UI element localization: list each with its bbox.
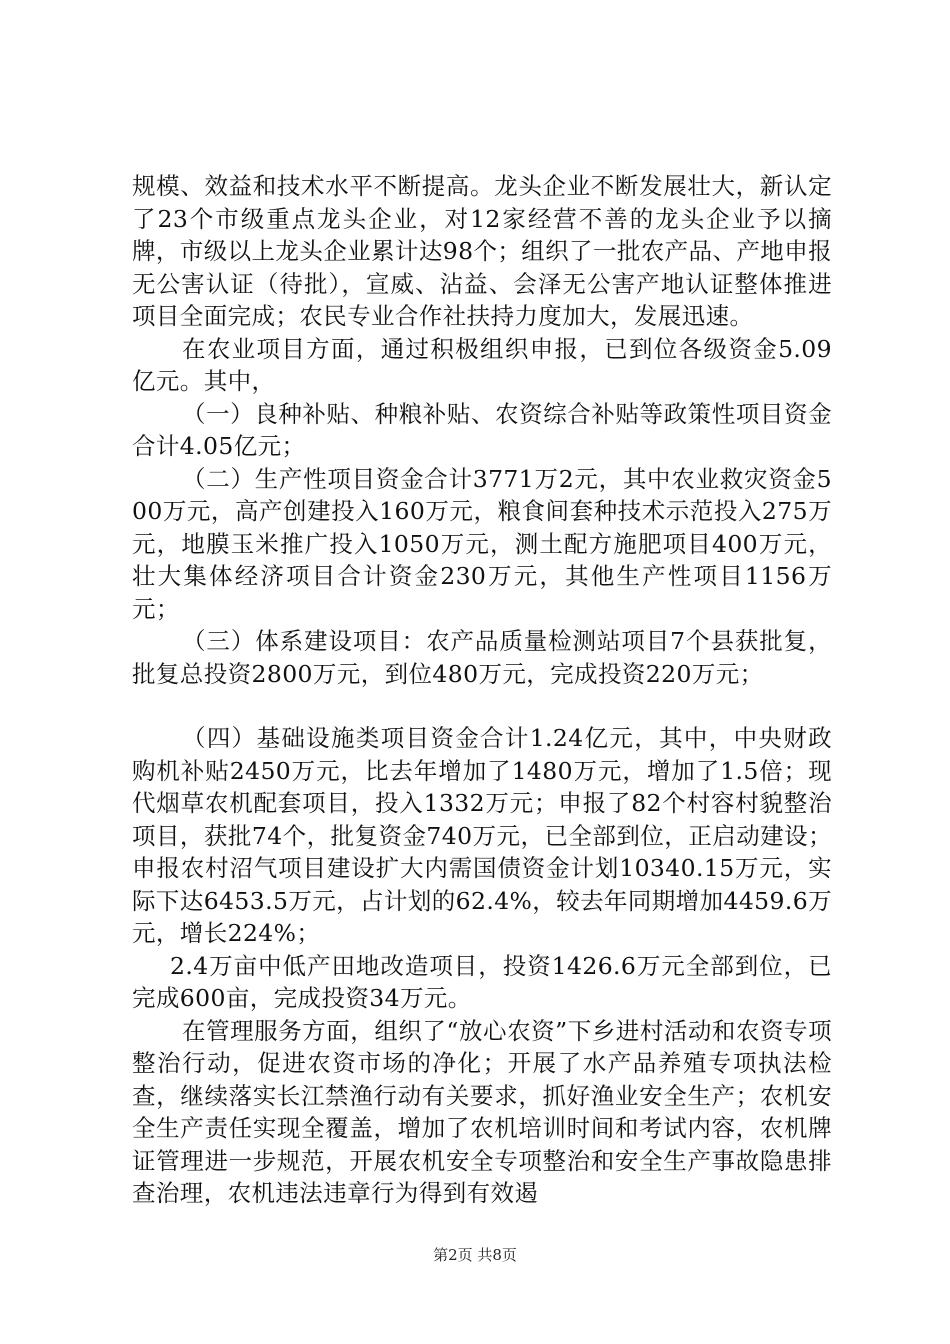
paragraph-item-3: （三）体系建设项目：农产品质量检测站项目7个县获批复，批复总投资2800万元，到位480万元，完成投资220万元； xyxy=(132,627,832,688)
paragraph-agri-projects: 在农业项目方面，通过积极组织申报，已到位各级资金5.09亿元。其中， xyxy=(132,334,832,395)
paragraph-item-1: （一）良种补贴、种粮补贴、农资综合补贴等政策性项目资金合计4.05亿元； xyxy=(132,399,832,460)
paragraph-continuation: 规模、效益和技术水平不断提高。龙头企业不断发展壮大，新认定了23个市级重点龙头企业，对12家经营不善的龙头企业予以摘牌，市级以上龙头企业累计达98个；组织了一批农产品、产地申报无公害认证（待批），宣威、沾益、会泽无公害产地认证整体推进项目全面完成；农民专业合作社扶持力度加大，发展迅速。 xyxy=(132,172,832,330)
page-footer: 第2页 共8页 xyxy=(433,1246,517,1264)
paragraph-management-services: 在管理服务方面，组织了“放心农资”下乡进村活动和农资专项整治行动，促进农资市场的净化；开展了水产品养殖专项执法检查，继续落实长江禁渔行动有关要求，抓好渔业安全生产；农机安全生产责任实现全覆盖，增加了农机培训时间和考试内容，农机牌证管理进一步规范，开展农机安全专项整治和安全生产事故隐患排查治理，农机违法违章行为得到有效遏 xyxy=(132,1016,832,1207)
document-body xyxy=(132,170,832,1210)
paragraph-item-4: （四）基础设施类项目资金合计1.24亿元，其中，中央财政购机补贴2450万元，比去年增加了1480万元，增加了1.5倍；现代烟草农机配套项目，投入1332万元；申报了82个村容村貌整治项目，获批74个，批复资金740万元，已全部到位，正启动建设；申报农村沼气项目建设扩大内需国债资金计划10340.15万元，实际下达6453.5万元，占计划的62.4%，较去年同期增加4459.6万元，增长224%； xyxy=(132,724,833,947)
paragraph-spacer xyxy=(132,690,832,722)
paragraph-land-improvement: 2.4万亩中低产田地改造项目，投资1426.6万元全部到位，已完成600亩，完成投资34万元。 xyxy=(132,951,832,1012)
paragraph-item-2: （二）生产性项目资金合计3771万2元，其中农业救灾资金500万元，高产创建投入160万元，粮食间套种技术示范投入275万元，地膜玉米推广投入1050万元，测土配方施肥项目400万元，壮大集体经济项目合计资金230万元，其他生产性项目1156万元； xyxy=(132,464,832,623)
